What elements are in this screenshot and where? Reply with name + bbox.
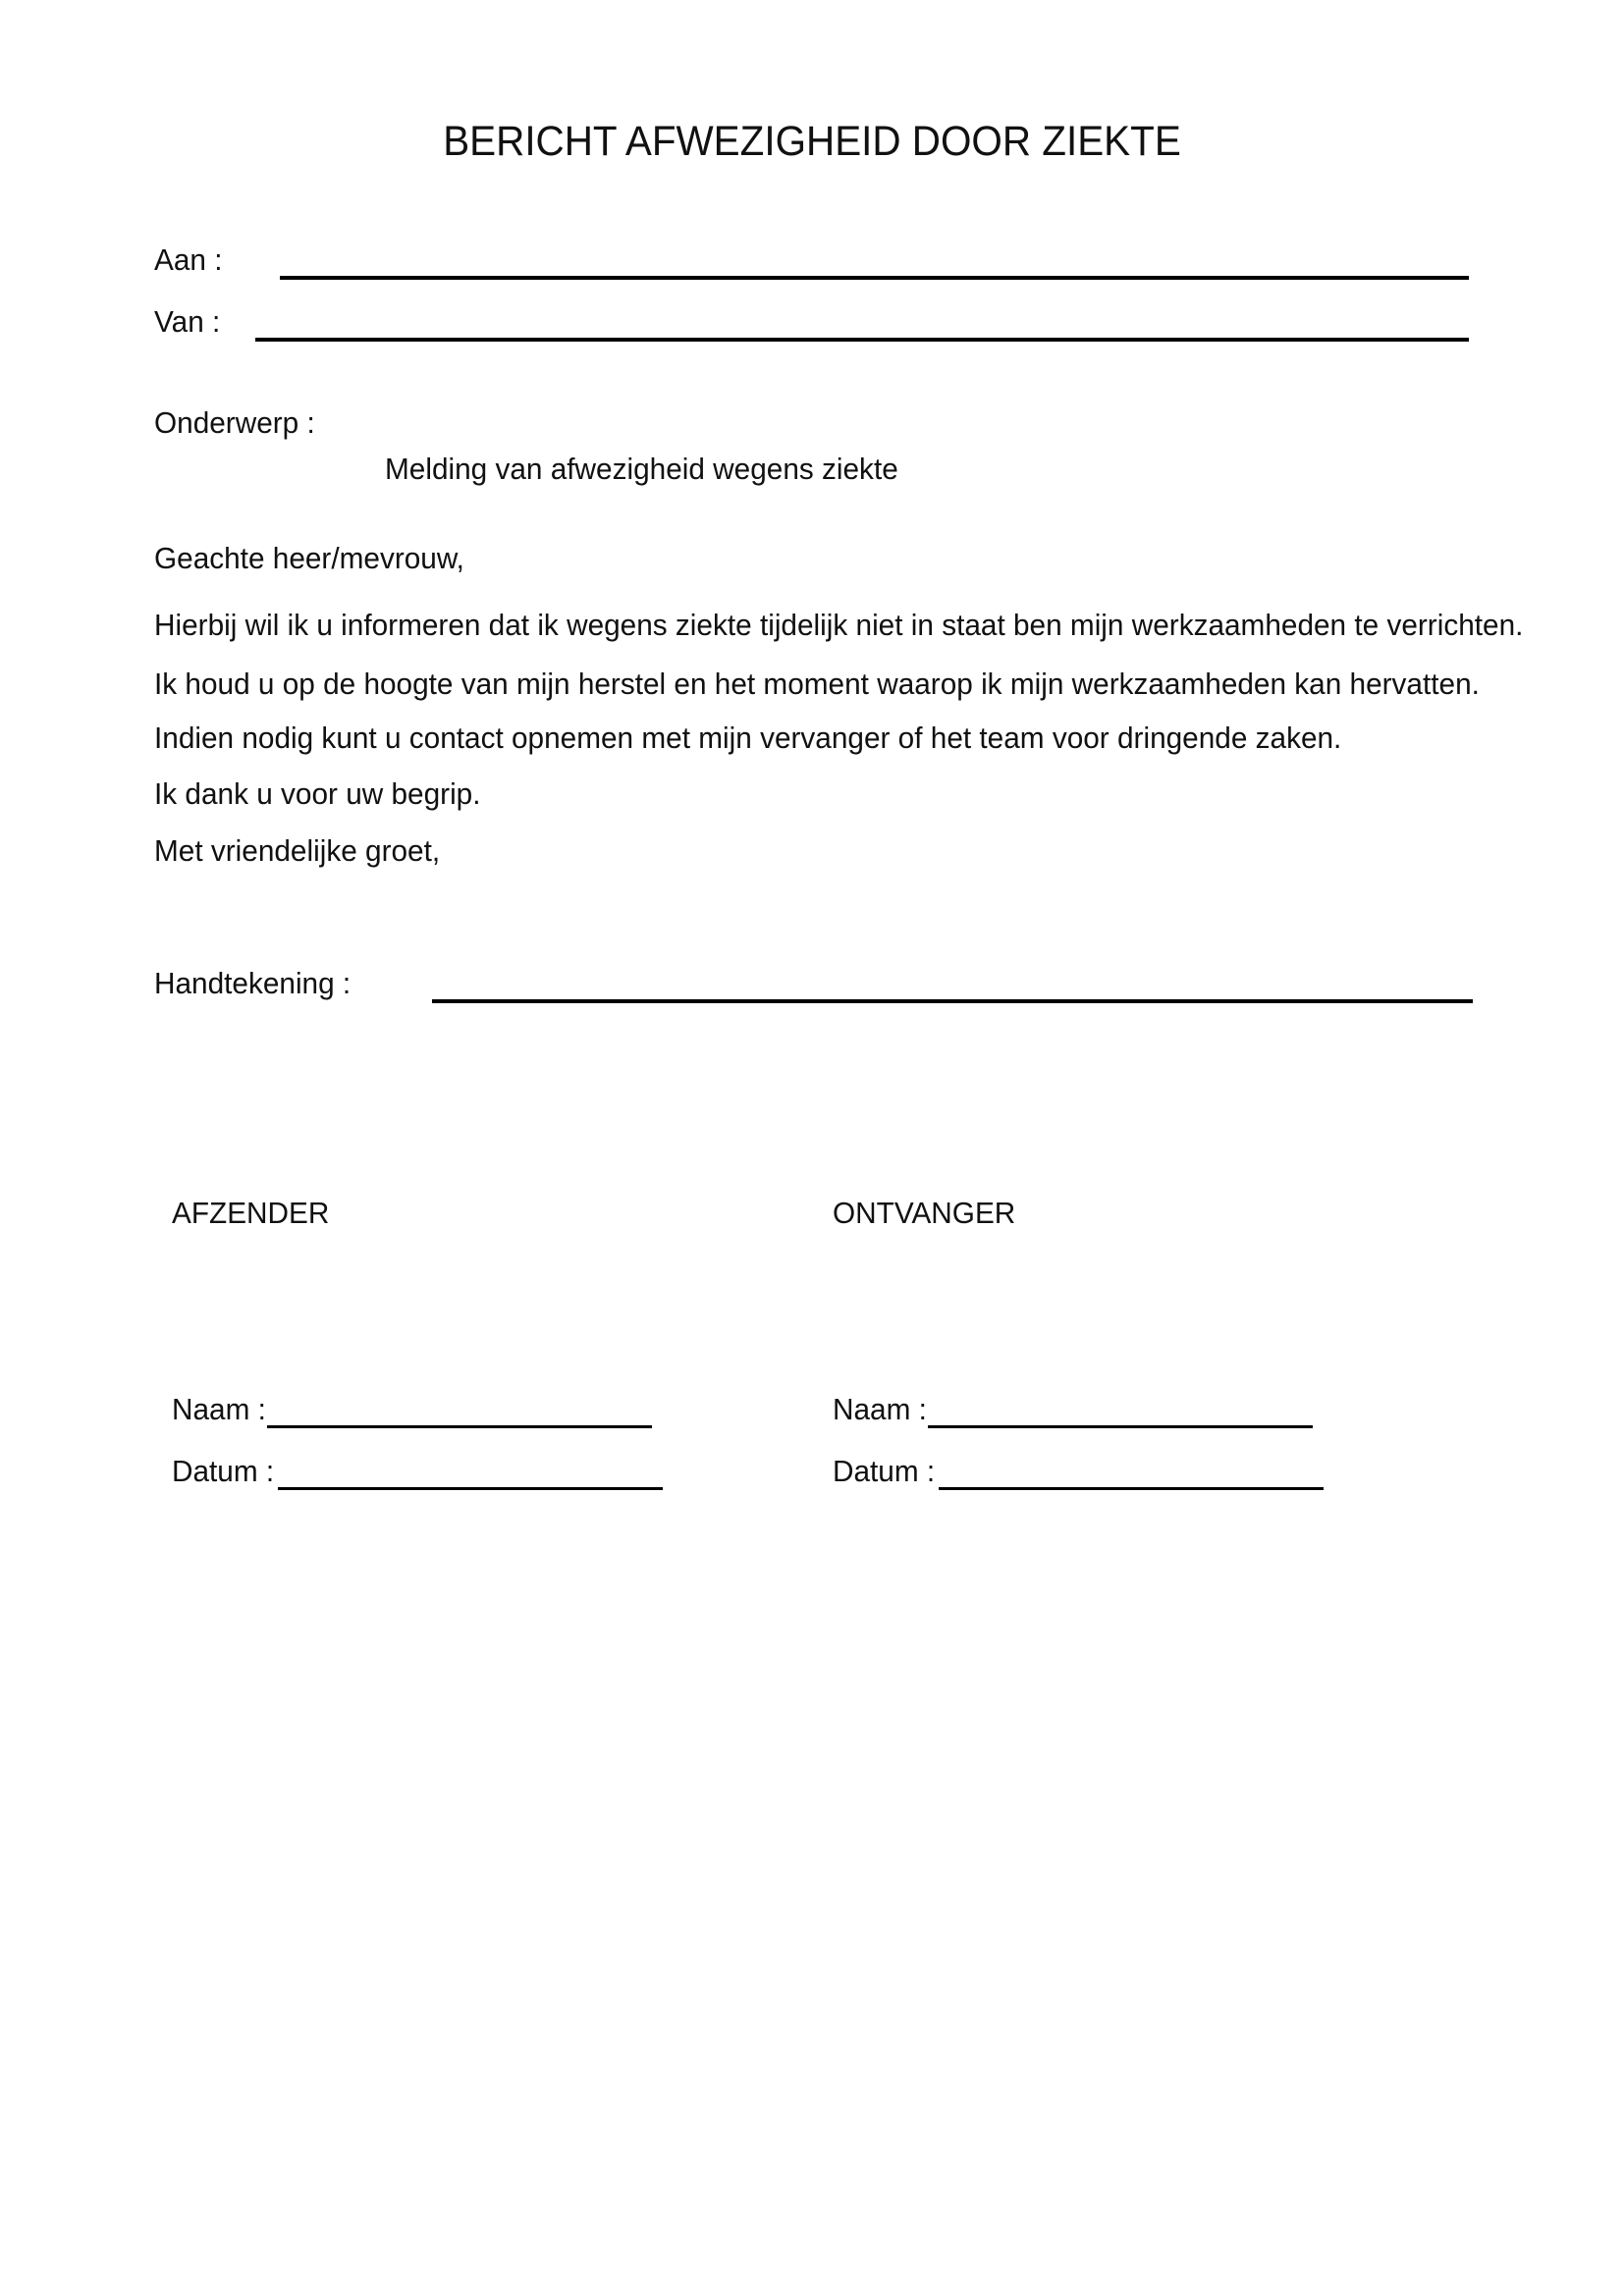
ontvanger-naam-label: Naam :: [833, 1392, 927, 1426]
handtekening-label: Handtekening :: [154, 966, 352, 1000]
afzender-naam-label: Naam :: [172, 1392, 266, 1426]
onderwerp-value: Melding van afwezigheid wegens ziekte: [385, 452, 898, 486]
body-paragraph-2: Ik houd u op de hoogte van mijn herstel en het moment waarop ik mijn werkzaamheden kan hervatten.: [154, 667, 1480, 701]
aan-field-line[interactable]: [280, 276, 1469, 280]
body-paragraph-5: Met vriendelijke groet,: [154, 833, 441, 868]
ontvanger-datum-label: Datum :: [833, 1454, 936, 1488]
afzender-heading: AFZENDER: [172, 1196, 330, 1230]
aan-label: Aan :: [154, 242, 223, 277]
salutation-text: Geachte heer/mevrouw,: [154, 541, 464, 575]
ontvanger-naam-line[interactable]: [928, 1425, 1313, 1428]
body-paragraph-4: Ik dank u voor uw begrip.: [154, 776, 481, 811]
onderwerp-label: Onderwerp :: [154, 405, 315, 440]
body-paragraph-1: Hierbij wil ik u informeren dat ik wegens ziekte tijdelijk niet in staat ben mijn werkzaamheden te verrichten.: [154, 608, 1524, 642]
document-title: BERICHT AFWEZIGHEID DOOR ZIEKTE: [443, 118, 1181, 165]
ontvanger-datum-line[interactable]: [939, 1487, 1324, 1490]
van-label: Van :: [154, 304, 221, 339]
afzender-datum-line[interactable]: [278, 1487, 663, 1490]
afzender-datum-label: Datum :: [172, 1454, 275, 1488]
afzender-naam-line[interactable]: [267, 1425, 652, 1428]
van-field-line[interactable]: [255, 338, 1469, 342]
handtekening-field-line[interactable]: [432, 999, 1473, 1003]
ontvanger-heading: ONTVANGER: [833, 1196, 1016, 1230]
body-paragraph-3: Indien nodig kunt u contact opnemen met mijn vervanger of het team voor dringende zaken.: [154, 721, 1342, 755]
